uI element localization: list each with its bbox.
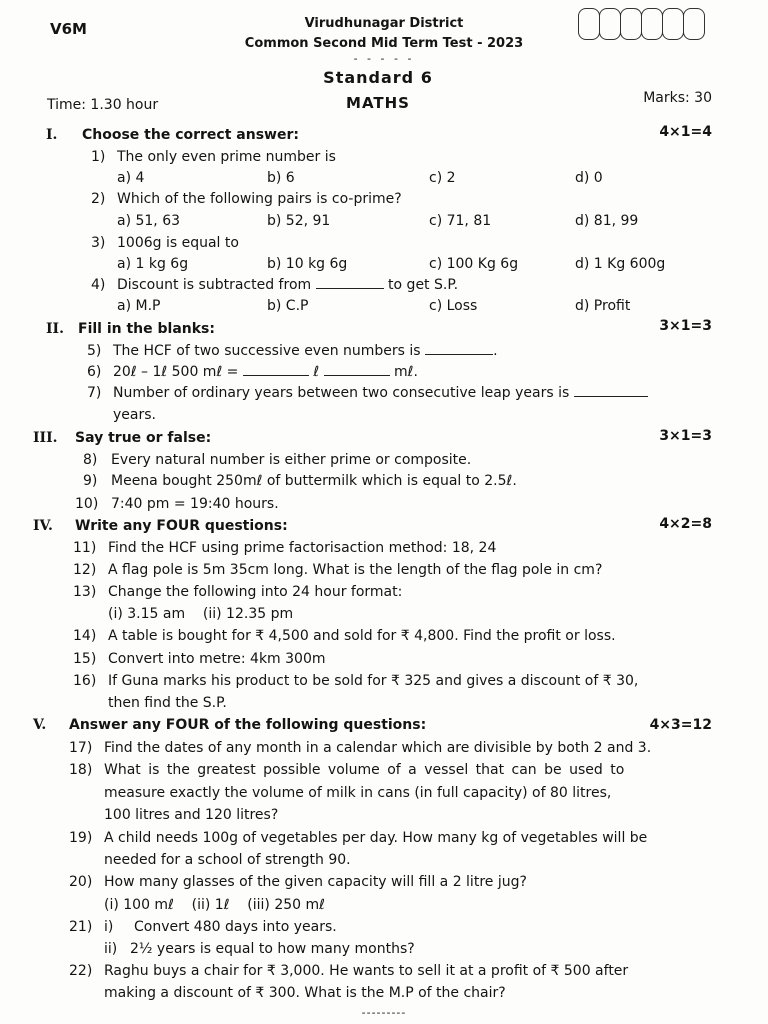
question-text: mℓ. <box>394 364 418 380</box>
section-marks: 3×1=3 <box>659 428 712 444</box>
question-continuation: 100 litres and 120 litres? <box>104 807 279 823</box>
question <box>83 452 471 468</box>
question-number: 17) <box>69 740 93 756</box>
question-text: If Guna marks his product to be sold for ₹ 325 and gives a discount of ₹ 30, <box>108 673 639 689</box>
subpart-number: i) <box>104 919 114 935</box>
section-title: Answer any FOUR of the following questions: <box>69 717 427 733</box>
question-text: The HCF of two successive even numbers is <box>113 343 421 359</box>
section-title: Choose the correct answer: <box>82 127 299 143</box>
question-number: 16) <box>73 673 97 689</box>
question-text: ℓ <box>313 364 320 380</box>
question <box>87 385 648 401</box>
question-number: 6) <box>87 364 102 380</box>
section-title: Fill in the blanks: <box>78 321 215 337</box>
question <box>73 651 326 667</box>
question-text: . <box>493 343 498 359</box>
answer-blank <box>574 395 648 397</box>
question-number: 8) <box>83 452 98 468</box>
answer-blank <box>243 374 309 376</box>
roll-box <box>662 8 684 40</box>
option: d) 81, 99 <box>575 213 639 229</box>
question-text: 1006g is equal to <box>117 235 239 251</box>
question <box>91 149 336 165</box>
question-number: 4) <box>91 277 106 293</box>
section-title: Write any FOUR questions: <box>75 518 288 534</box>
question <box>91 277 458 293</box>
question-continuation: then find the S.P. <box>108 695 227 711</box>
question <box>83 473 517 489</box>
section-heading <box>46 321 215 337</box>
question-text: Every natural number is either prime or composite. <box>111 452 472 468</box>
question <box>87 343 498 359</box>
section-title: Say true or false: <box>75 430 212 446</box>
roll-box <box>599 8 621 40</box>
option: a) 51, 63 <box>117 213 181 229</box>
question-number: 7) <box>87 385 102 401</box>
question <box>75 496 279 512</box>
question-text: 7:40 pm = 19:40 hours. <box>111 496 279 512</box>
question <box>73 540 496 556</box>
option: d) 0 <box>575 170 603 186</box>
question-number: 20) <box>69 874 93 890</box>
question-subpart <box>104 941 415 957</box>
time-allowed: Time: 1.30 hour <box>47 97 159 113</box>
section-marks: 3×1=3 <box>659 318 712 334</box>
section-heading <box>33 518 288 534</box>
question <box>91 191 402 207</box>
question <box>69 874 527 890</box>
options-row <box>117 298 630 314</box>
question-number: 11) <box>73 540 97 556</box>
question <box>69 963 628 979</box>
question-continuation: needed for a school of strength 90. <box>104 852 351 868</box>
question-text: How many glasses of the given capacity will fill a 2 litre jug? <box>104 874 527 890</box>
question-number: 2) <box>91 191 106 207</box>
question <box>69 830 647 846</box>
question <box>87 364 418 380</box>
options-row <box>117 170 603 186</box>
question <box>73 628 616 644</box>
option: c) 2 <box>429 170 456 186</box>
question-text: Meena bought 250mℓ of buttermilk which is equal to 2.5ℓ. <box>111 473 517 489</box>
question-continuation: measure exactly the volume of milk in cans (in full capacity) of 80 litres, <box>104 785 612 801</box>
question-text: Discount is subtracted from <box>117 277 312 293</box>
answer-blank <box>425 353 493 355</box>
question-continuation: making a discount of ₹ 300. What is the M.P of the chair? <box>104 985 506 1001</box>
question-text: Find the HCF using prime factorisaction method: 18, 24 <box>108 540 497 556</box>
section-marks: 4×1=4 <box>659 124 712 140</box>
question-text: Which of the following pairs is co-prime? <box>117 191 402 207</box>
question-number: 15) <box>73 651 97 667</box>
option: b) 52, 91 <box>267 213 331 229</box>
question-number: 22) <box>69 963 93 979</box>
roll-box <box>578 8 600 40</box>
option: d) Profit <box>575 298 631 314</box>
question-text: Find the dates of any month in a calendar which are divisible by both 2 and 3. <box>104 740 652 756</box>
question <box>73 673 638 689</box>
section-marks: 4×2=8 <box>659 516 712 532</box>
option: a) 1 kg 6g <box>117 256 189 272</box>
question-text: Number of ordinary years between two consecutive leap years is <box>113 385 570 401</box>
section-number: V. <box>33 717 47 733</box>
question-text: 20ℓ – 1ℓ 500 mℓ = <box>113 364 239 380</box>
question-number: 19) <box>69 830 93 846</box>
option: c) 100 Kg 6g <box>429 256 519 272</box>
question-number: 1) <box>91 149 106 165</box>
question-number: 21) <box>69 919 93 935</box>
section-number: IV. <box>33 518 53 534</box>
answer-blank <box>324 374 390 376</box>
section-number: II. <box>46 321 64 337</box>
section-number: III. <box>33 430 58 446</box>
section-heading <box>33 717 426 733</box>
question <box>73 584 402 600</box>
test-name: Common Second Mid Term Test - 2023 <box>244 36 524 51</box>
section-heading <box>33 430 211 446</box>
roll-box <box>683 8 705 40</box>
question-text: A table is bought for ₹ 4,500 and sold for ₹ 4,800. Find the profit or loss. <box>108 628 616 644</box>
question <box>69 740 651 756</box>
district-name: Virudhunagar District <box>304 16 464 31</box>
section-heading <box>46 127 299 143</box>
standard-title: Standard 6 <box>323 68 433 87</box>
question-text: Convert into metre: 4km 300m <box>108 651 326 667</box>
option: c) Loss <box>429 298 478 314</box>
question <box>73 562 602 578</box>
option: a) 4 <box>117 170 145 186</box>
question-text: Convert 480 days into years. <box>134 919 337 935</box>
end-divider: --------- <box>361 1006 407 1019</box>
question-subparts: (i) 100 mℓ (ii) 1ℓ (iii) 250 mℓ <box>104 897 325 913</box>
options-row <box>117 256 665 272</box>
section-number: I. <box>46 127 58 143</box>
question-number: 13) <box>73 584 97 600</box>
roll-box <box>620 8 642 40</box>
question-text: to get S.P. <box>388 277 459 293</box>
question-continuation: years. <box>113 407 156 423</box>
subject-title: MATHS <box>346 94 410 112</box>
question-text: Raghu buys a chair for ₹ 3,000. He wants to sell it at a profit of ₹ 500 after <box>104 963 629 979</box>
subpart-number: ii) <box>104 941 118 957</box>
question-text: 2½ years is equal to how many months? <box>130 941 415 957</box>
header-divider: - - - - - <box>353 52 415 65</box>
question <box>69 919 337 935</box>
question-number: 5) <box>87 343 102 359</box>
option: b) C.P <box>267 298 309 314</box>
question-number: 18) <box>69 762 93 778</box>
option: b) 10 kg 6g <box>267 256 348 272</box>
section-marks: 4×3=12 <box>649 717 712 733</box>
options-row <box>117 213 638 229</box>
question-text: A flag pole is 5m 35cm long. What is the length of the flag pole in cm? <box>108 562 603 578</box>
question-text: A child needs 100g of vegetables per day. How many kg of vegetables will be <box>104 830 648 846</box>
question-number: 14) <box>73 628 97 644</box>
option: a) M.P <box>117 298 161 314</box>
option: c) 71, 81 <box>429 213 492 229</box>
question <box>69 762 624 778</box>
question-number: 9) <box>83 473 98 489</box>
question-text: Change the following into 24 hour format: <box>108 584 403 600</box>
option: d) 1 Kg 600g <box>575 256 666 272</box>
question-number: 12) <box>73 562 97 578</box>
paper-code: V6M <box>50 20 87 38</box>
answer-blank <box>316 287 384 289</box>
question-number: 3) <box>91 235 106 251</box>
total-marks: Marks: 30 <box>643 90 712 106</box>
question <box>91 235 239 251</box>
option: b) 6 <box>267 170 295 186</box>
roll-box <box>641 8 663 40</box>
question-text: The only even prime number is <box>117 149 336 165</box>
question-number: 10) <box>75 496 99 512</box>
question-subparts: (i) 3.15 am (ii) 12.35 pm <box>108 606 294 622</box>
roll-number-boxes <box>578 8 704 40</box>
question-text: What is the greatest possible volume of a vessel that can be used to <box>104 762 625 778</box>
